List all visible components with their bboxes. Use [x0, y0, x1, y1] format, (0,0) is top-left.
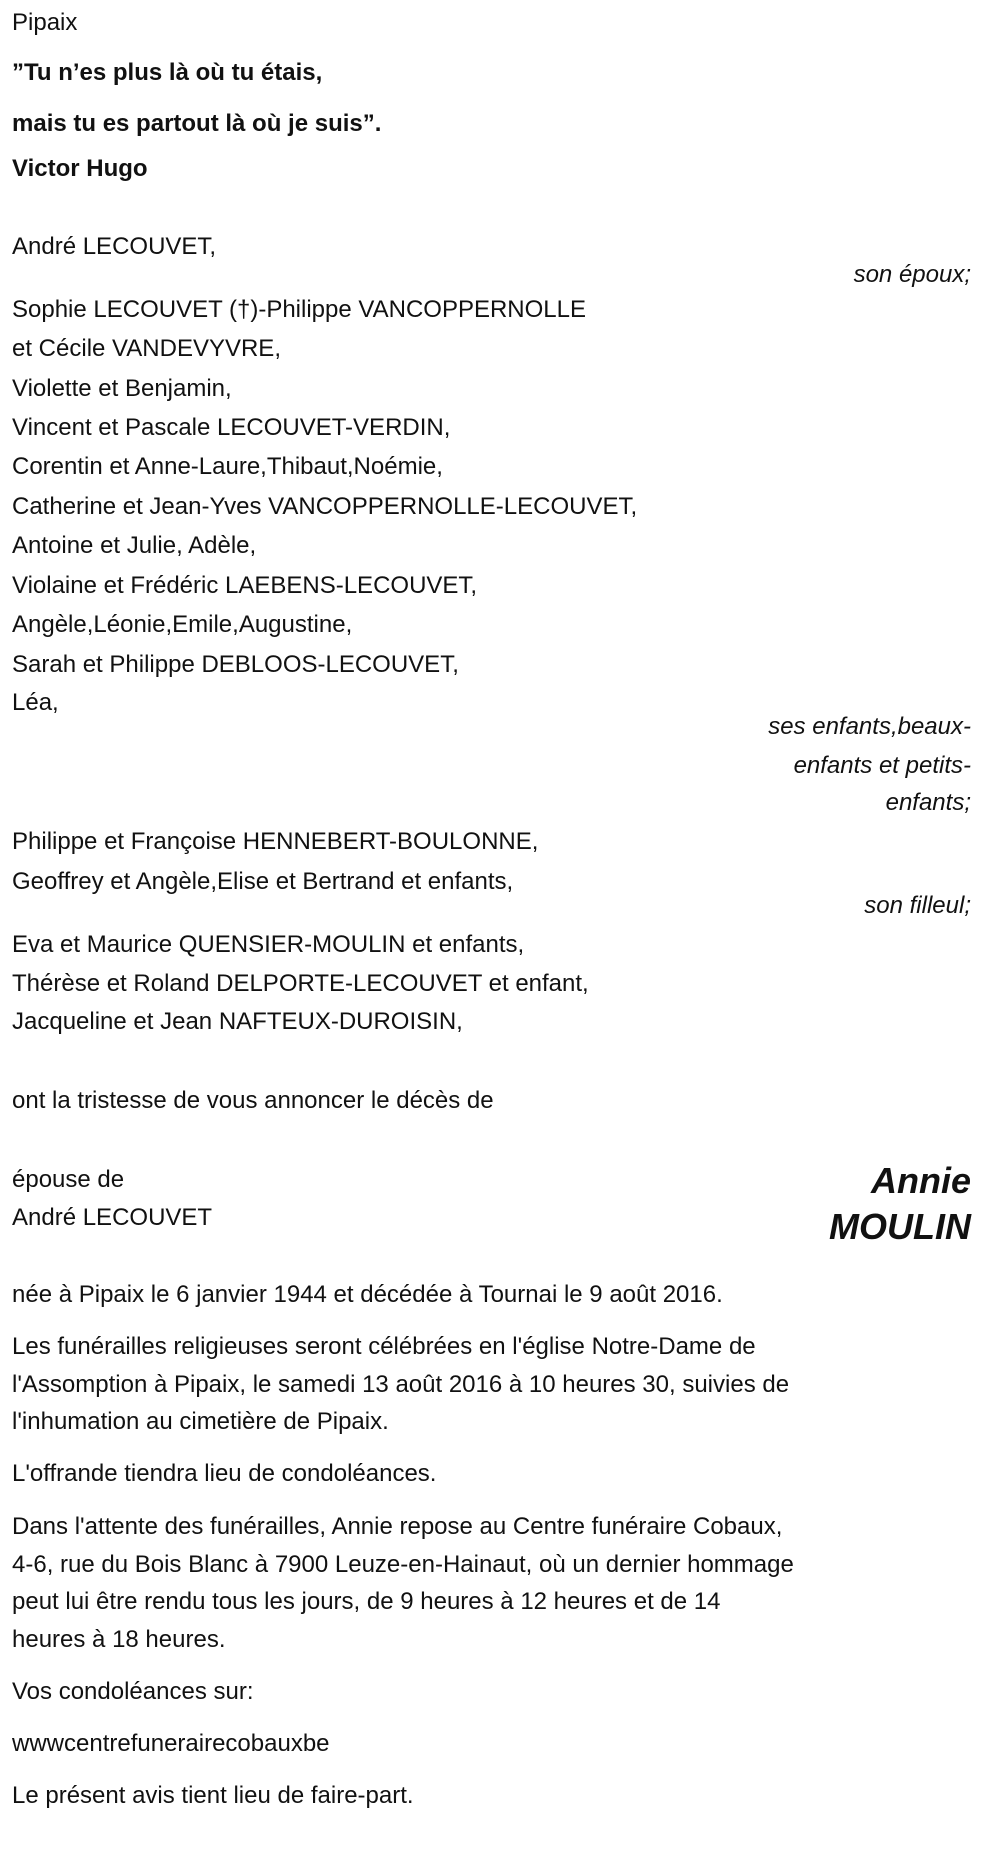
godson-line: Philippe et Françoise HENNEBERT-BOULONNE, — [12, 828, 539, 855]
condolences-label: Vos condoléances sur: — [12, 1678, 254, 1705]
children-line: et Cécile VANDEVYVRE, — [12, 335, 281, 362]
children-line: Sophie LECOUVET (†)-Philippe VANCOPPERNOLLE — [12, 296, 587, 323]
place: Pipaix — [12, 9, 78, 36]
children-line: Corentin et Anne-Laure,Thibaut,Noémie, — [12, 453, 443, 480]
children-line: Angèle,Léonie,Emile,Augustine, — [12, 611, 353, 638]
husband: André LECOUVET, — [12, 233, 217, 260]
visit-line: peut lui être rendu tous les jours, de 9 heures à 12 heures et de 14 — [12, 1588, 721, 1615]
children-line: Catherine et Jean-Yves VANCOPPERNOLLE-LECOUVET, — [12, 493, 638, 520]
spouse-of-label: épouse de — [12, 1166, 125, 1193]
children-line: Léa, — [12, 689, 59, 716]
family-line: Jacqueline et Jean NAFTEUX-DUROISIN, — [12, 1008, 463, 1035]
quote-author: Victor Hugo — [12, 155, 148, 182]
spouse-of-name: André LECOUVET — [12, 1204, 213, 1231]
quote-line: mais tu es partout là où je suis”. — [12, 110, 382, 137]
visit-line: heures à 18 heures. — [12, 1626, 226, 1653]
quote-line: ”Tu n’es plus là où tu étais, — [12, 59, 323, 86]
godson-role: son filleul; — [864, 892, 971, 919]
funeral-line: Les funérailles religieuses seront célébrées en l'église Notre-Dame de — [12, 1333, 756, 1360]
husband-role: son époux; — [853, 261, 971, 288]
children-role: enfants et petits- — [793, 752, 971, 779]
godson-line: Geoffrey et Angèle,Elise et Bertrand et enfants, — [12, 868, 514, 895]
birth-death: née à Pipaix le 6 janvier 1944 et décédée à Tournai le 9 août 2016. — [12, 1281, 723, 1308]
funeral-line: l'inhumation au cimetière de Pipaix. — [12, 1408, 389, 1435]
children-line: Antoine et Julie, Adèle, — [12, 532, 257, 559]
children-role: ses enfants,beaux- — [768, 713, 971, 740]
children-role: enfants; — [885, 789, 971, 816]
children-line: Sarah et Philippe DEBLOOS-LECOUVET, — [12, 651, 459, 678]
visit-line: 4-6, rue du Bois Blanc à 7900 Leuze-en-Hainaut, où un dernier hommage — [12, 1551, 794, 1578]
website-link[interactable]: wwwcentrefunerairecobauxbe — [12, 1730, 330, 1757]
family-line: Thérèse et Roland DELPORTE-LECOUVET et enfant, — [12, 970, 589, 997]
offering: L'offrande tiendra lieu de condoléances. — [12, 1460, 437, 1487]
children-line: Vincent et Pascale LECOUVET-VERDIN, — [12, 414, 451, 441]
children-line: Violette et Benjamin, — [12, 375, 232, 402]
deceased-first-name: Annie — [870, 1160, 971, 1201]
children-line: Violaine et Frédéric LAEBENS-LECOUVET, — [12, 572, 478, 599]
closing-note: Le présent avis tient lieu de faire-part. — [12, 1782, 414, 1809]
visit-line: Dans l'attente des funérailles, Annie repose au Centre funéraire Cobaux, — [12, 1513, 783, 1540]
funeral-line: l'Assomption à Pipaix, le samedi 13 août 2016 à 10 heures 30, suivies de — [12, 1371, 790, 1398]
family-line: Eva et Maurice QUENSIER-MOULIN et enfants, — [12, 931, 525, 958]
deceased-last-name: MOULIN — [829, 1206, 971, 1247]
announcement: ont la tristesse de vous annoncer le décès de — [12, 1087, 494, 1114]
